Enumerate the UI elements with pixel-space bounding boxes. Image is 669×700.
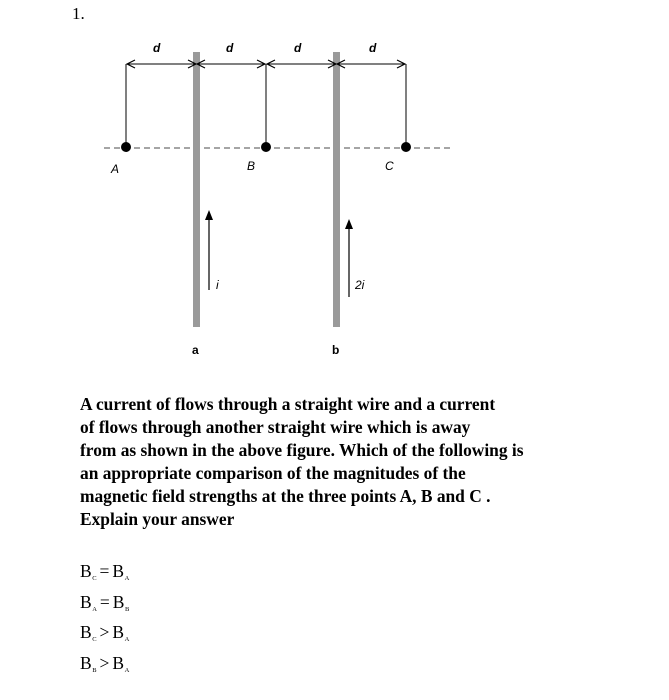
point-label-a: A <box>111 162 120 176</box>
point-label-c: C <box>385 159 394 173</box>
option-right-subscript: A <box>124 636 130 643</box>
question-text <box>80 393 620 531</box>
option-right-subscript: A <box>124 575 130 582</box>
option-left-symbol: B <box>80 622 92 642</box>
option-operator: = <box>99 591 110 612</box>
option-left-subscript: C <box>92 636 97 643</box>
option-right-symbol: B <box>112 591 125 612</box>
option-left-subscript: B <box>92 666 97 674</box>
option-right-symbol: B <box>112 622 125 642</box>
option-operator: > <box>99 622 110 642</box>
option-right-symbol: B <box>112 561 125 581</box>
option-left-subscript: C <box>92 575 97 582</box>
point-label-b: B <box>247 159 256 173</box>
option-operator: = <box>99 561 110 581</box>
current-label-a: i <box>216 278 219 292</box>
answer-options <box>80 560 129 682</box>
option-right-subscript: B <box>124 605 130 613</box>
point-b-dot <box>261 142 271 152</box>
wire-label-a: a <box>192 343 199 357</box>
option-left-symbol: B <box>80 591 92 612</box>
question-line: magnetic field strengths at the three points A, B and C . <box>80 486 491 506</box>
answer-option-3 <box>80 621 129 652</box>
current-label-b: 2i <box>355 278 365 292</box>
point-a-dot <box>121 142 131 152</box>
question-line: from as shown in the above figure. Which of the following is <box>80 440 524 460</box>
question-number: 1. <box>72 4 85 23</box>
option-left-symbol: B <box>80 652 92 673</box>
option-right-subscript: A <box>124 666 130 674</box>
option-left-subscript: A <box>92 605 97 613</box>
wire-label-b: b <box>332 343 340 357</box>
question-line: an appropriate comparison of the magnitudes of the <box>80 463 466 483</box>
wire-a <box>193 52 200 327</box>
distance-label-1: d <box>153 41 161 55</box>
question-line: A current of flows through a straight wire and a current <box>80 394 496 414</box>
question-line: of flows through another straight wire which is away <box>80 417 471 437</box>
option-left-symbol: B <box>80 561 92 581</box>
point-c-dot <box>401 142 411 152</box>
distance-label-2: d <box>226 41 234 55</box>
answer-option-2 <box>80 591 129 622</box>
wire-b <box>333 52 340 327</box>
question-line: Explain your answer <box>80 509 235 529</box>
option-right-symbol: B <box>112 652 125 673</box>
answer-option-1 <box>80 560 129 591</box>
option-operator: > <box>99 652 110 673</box>
answer-option-4 <box>80 652 129 683</box>
distance-label-4: d <box>369 41 377 55</box>
current-arrowhead-a <box>205 210 213 220</box>
current-arrowhead-b <box>345 219 353 229</box>
distance-label-3: d <box>294 41 302 55</box>
